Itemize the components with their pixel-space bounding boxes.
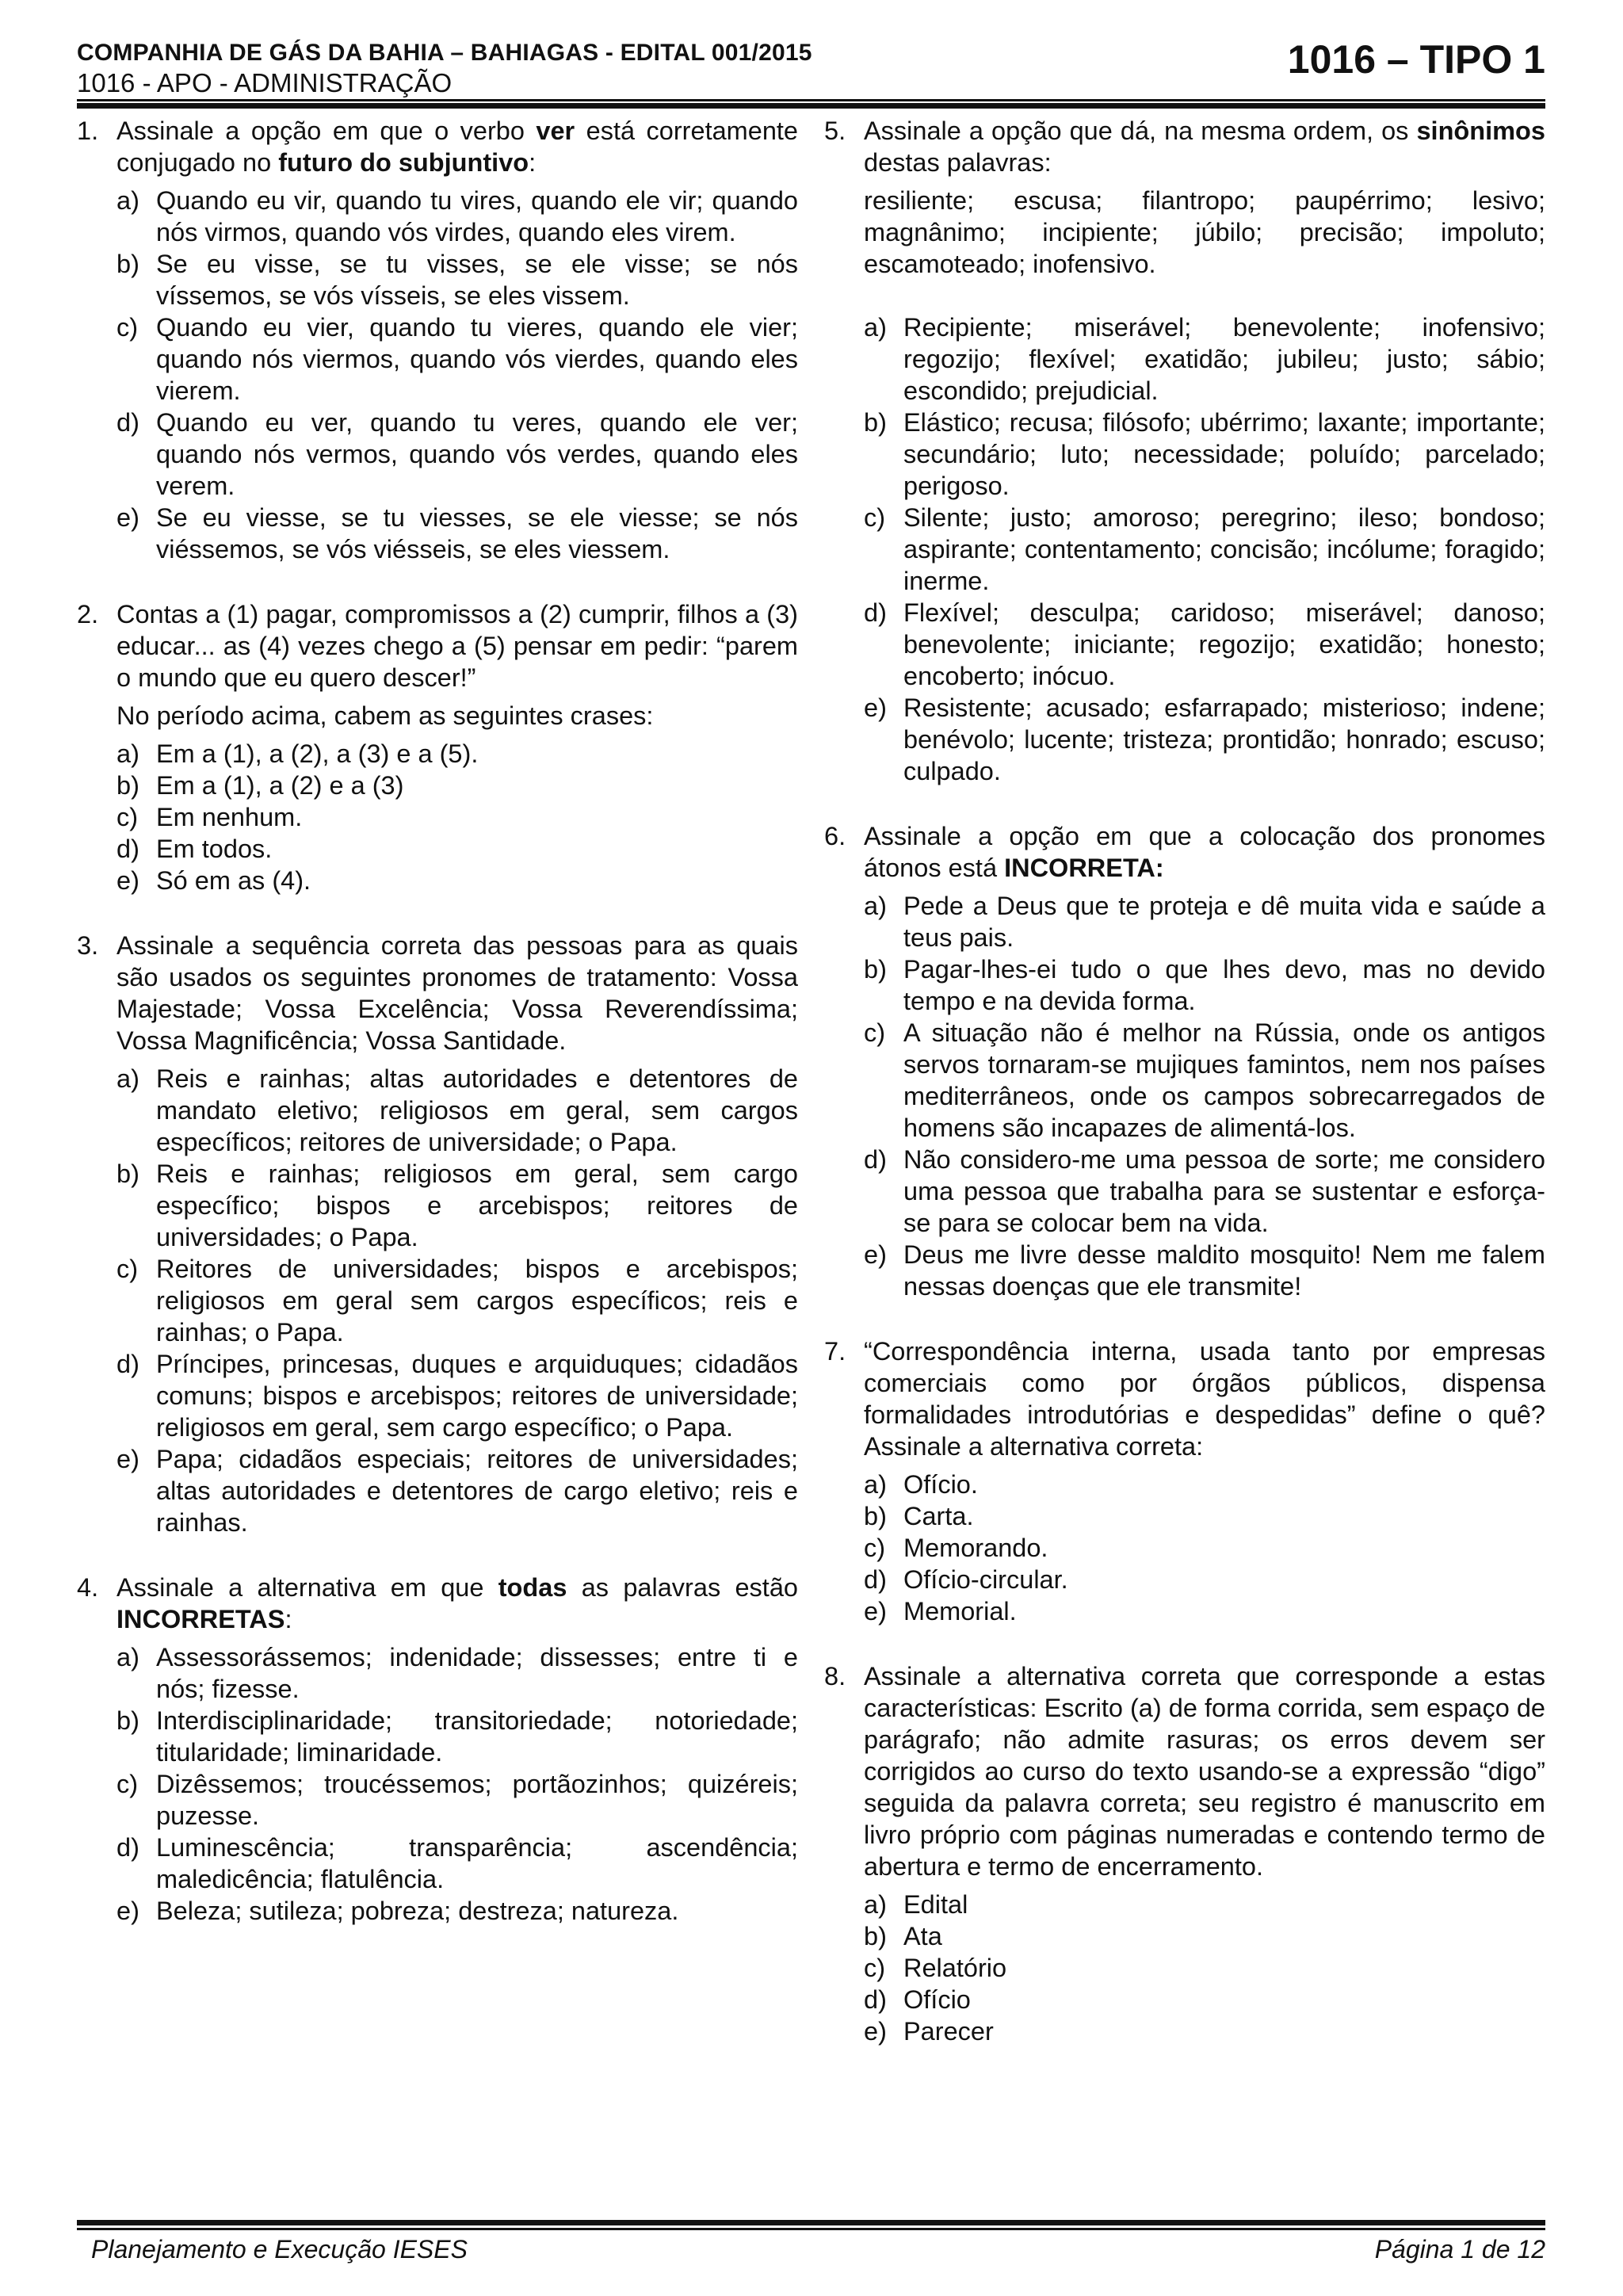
question-number: 1.: [77, 117, 99, 145]
question-number: 6.: [824, 822, 846, 850]
option-a: a) Edital: [864, 1890, 968, 1919]
question-6: [824, 820, 1545, 1302]
option-d: d) Quando eu ver, quando tu veres, quando ele ver; quando nós vermos, quando vós verdes, quando eles verem.: [116, 408, 798, 500]
question-4: [77, 1572, 798, 1927]
question-number: 3.: [77, 931, 99, 960]
option-b: b) Interdisciplinaridade; transitoriedade; notoriedade; titularidade; liminaridade.: [116, 1706, 798, 1767]
options: [116, 738, 798, 896]
question-stem: Contas a (1) pagar, compromissos a (2) cumprir, filhos a (3) educar... as (4) vezes chego a (5) pensar em pedir: “parem o mundo que eu quero descer!”: [116, 600, 798, 692]
left-column: [77, 111, 798, 1927]
option-e: e) Memorial.: [864, 1597, 1017, 1626]
right-column: [824, 111, 1545, 2047]
option-d: d) Não considero-me uma pessoa de sorte; me considero uma pessoa que trabalha para se sustentar e esforça-se para se colocar bem na vida.: [864, 1145, 1545, 1237]
footer-organizer: Planejamento e Execução IESES: [91, 2235, 468, 2264]
question-5: [824, 115, 1545, 787]
question-number: 5.: [824, 117, 846, 145]
question-stem: “Correspondência interna, usada tanto por empresas comerciais como por órgãos públicos, dispensa formalidades introdutórias e despedidas” define o quê? Assinale a alternativa correta:: [864, 1337, 1545, 1461]
option-e: e) Deus me livre desse maldito mosquito! Nem me falem nessas doenças que ele transmite!: [864, 1240, 1545, 1301]
footer-rule-thin: [77, 2228, 1545, 2230]
question-stem: Assinale a alternativa em que todas as palavras estão INCORRETAS:: [116, 1573, 798, 1633]
option-c: c) Em nenhum.: [116, 803, 303, 831]
option-b: b) Reis e rainhas; religiosos em geral, sem cargo específico; bispos e arcebispos; reitores de universidades; o Papa.: [116, 1159, 798, 1251]
question-2: [77, 598, 798, 896]
option-e: e) Só em as (4).: [116, 866, 311, 895]
option-a: a) Pede a Deus que te proteja e dê muita vida e saúde a teus pais.: [864, 892, 1545, 952]
option-e: e) Parecer: [864, 2017, 994, 2046]
question-number: 7.: [824, 1337, 846, 1366]
question-8: [824, 1660, 1545, 2047]
question-number: 2.: [77, 600, 99, 628]
question-stem: Assinale a alternativa correta que corresponde a estas características: Escrito (a) de forma corrida, sem espaço de parágrafo; não admite rasuras; os erros devem ser corrigidos ao curso do texto usando-se a expressão “digo” seguida da palavra correta; seu registro é manuscrito em livro próprio com páginas numeradas e contendo termo de abertura e termo de encerramento.: [864, 1662, 1545, 1881]
options: [864, 890, 1545, 1302]
option-b: b) Elástico; recusa; filósofo; ubérrimo; laxante; importante; secundário; luto; necessidade; poluído; parcelado; perigoso.: [864, 408, 1545, 500]
option-d: d) Príncipes, princesas, duques e arquiduques; cidadãos comuns; bispos e arcebispos; reitores de universidade; religiosos em geral, sem cargo específico; o Papa.: [116, 1350, 798, 1442]
exam-type: 1016 – TIPO 1: [1287, 37, 1545, 82]
option-b: b) Se eu visse, se tu visses, se ele visse; se nós víssemos, se vós vísseis, se eles vissem.: [116, 250, 798, 310]
option-b: b) Ata: [864, 1922, 942, 1950]
option-e: e) Beleza; sutileza; pobreza; destreza; natureza.: [116, 1897, 679, 1925]
option-e: e) Resistente; acusado; esfarrapado; misterioso; indene; benévolo; lucente; tristeza; prontidão; honrado; escuso; culpado.: [864, 693, 1545, 785]
question-stem: Assinale a opção que dá, na mesma ordem, os sinônimos destas palavras:: [864, 117, 1545, 177]
option-a: a) Recipiente; miserável; benevolente; inofensivo; regozijo; flexível; exatidão; jubileu; justo; sábio; escondido; prejudicial.: [864, 313, 1545, 405]
option-c: c) Reitores de universidades; bispos e arcebispos; religiosos em geral sem cargos específicos; reis e rainhas; o Papa.: [116, 1255, 798, 1347]
option-c: c) Dizêssemos; troucéssemos; portãozinhos; quizéreis; puzesse.: [116, 1770, 798, 1830]
exam-subtitle: 1016 - APO - ADMINISTRAÇÃO: [77, 68, 453, 97]
option-c: c) Quando eu vier, quando tu vieres, quando ele vier; quando nós viermos, quando vós vierdes, quando eles vierem.: [116, 313, 798, 405]
option-a: a) Ofício.: [864, 1470, 978, 1499]
option-c: c) Relatório: [864, 1954, 1007, 1982]
page-number: Página 1 de 12: [1374, 2235, 1545, 2264]
question-3: [77, 930, 798, 1538]
question-prompt: No período acima, cabem as seguintes crases:: [116, 701, 654, 730]
option-b: b) Carta.: [864, 1502, 974, 1530]
option-a: a) Assessorássemos; indenidade; dissesses; entre ti e nós; fizesse.: [116, 1643, 798, 1703]
option-e: e) Se eu viesse, se tu viesses, se ele viesse; se nós viéssemos, se vós viésseis, se eles viessem.: [116, 503, 798, 563]
options: [116, 185, 798, 565]
option-d: d) Luminescência; transparência; ascendência; maledicência; flatulência.: [116, 1833, 798, 1893]
option-b: b) Em a (1), a (2) e a (3): [116, 771, 404, 800]
option-a: a) Quando eu vir, quando tu vires, quando ele vir; quando nós virmos, quando vós virdes, quando eles virem.: [116, 186, 798, 246]
option-a: a) Reis e rainhas; altas autoridades e detentores de mandato eletivo; religiosos em geral, sem cargos específicos; reitores de universidade; o Papa.: [116, 1064, 798, 1156]
option-c: c) A situação não é melhor na Rússia, onde os antigos servos tornaram-se mujiques famintos, nem nos países mediterrâneos, onde os campos sobrecarregados de homens são incapazes de alimentá-los.: [864, 1018, 1545, 1142]
option-b: b) Pagar-lhes-ei tudo o que lhes devo, mas no devido tempo e na devida forma.: [864, 955, 1545, 1015]
page-header: [77, 36, 1545, 108]
question-number: 4.: [77, 1573, 99, 1602]
options: [864, 1469, 1545, 1627]
question-7: [824, 1335, 1545, 1627]
options: [116, 1063, 798, 1538]
question-number: 8.: [824, 1662, 846, 1690]
footer-rule-thick: [77, 2220, 1545, 2225]
organization-title: COMPANHIA DE GÁS DA BAHIA – BAHIAGAS - EDITAL 001/2015: [77, 40, 812, 66]
option-e: e) Papa; cidadãos especiais; reitores de universidades; altas autoridades e detentores de cargo eletivo; reis e rainhas.: [116, 1445, 798, 1537]
options: [864, 1889, 1545, 2047]
options: [864, 311, 1545, 787]
word-list: resiliente; escusa; filantropo; paupérrimo; lesivo; magnânimo; incipiente; júbilo; precisão; impoluto; escamoteado; inofensivo.: [864, 186, 1545, 278]
question-1: [77, 115, 798, 565]
option-d: d) Flexível; desculpa; caridoso; miserável; danoso; benevolente; iniciante; regozijo; exatidão; honesto; encoberto; inócuo.: [864, 598, 1545, 690]
question-stem: Assinale a opção em que o verbo ver está corretamente conjugado no futuro do subjuntivo:: [116, 117, 798, 177]
question-stem: Assinale a opção em que a colocação dos pronomes átonos está INCORRETA:: [864, 822, 1545, 882]
option-a: a) Em a (1), a (2), a (3) e a (5).: [116, 739, 479, 768]
header-rule-thick: [77, 103, 1545, 109]
options: [116, 1641, 798, 1927]
header-rule-thin: [77, 99, 1545, 101]
option-c: c) Silente; justo; amoroso; peregrino; ileso; bondoso; aspirante; contentamento; concisão; incólume; foragido; inerme.: [864, 503, 1545, 595]
option-c: c) Memorando.: [864, 1534, 1048, 1562]
option-d: d) Ofício-circular.: [864, 1565, 1068, 1594]
option-d: d) Em todos.: [116, 835, 273, 863]
question-stem: Assinale a sequência correta das pessoas para as quais são usados os seguintes pronomes de tratamento: Vossa Majestade; Vossa Excelência; Vossa Reverendíssima; Vossa Magnificência; Vossa Santidade.: [116, 931, 798, 1055]
option-d: d) Ofício: [864, 1985, 971, 2014]
